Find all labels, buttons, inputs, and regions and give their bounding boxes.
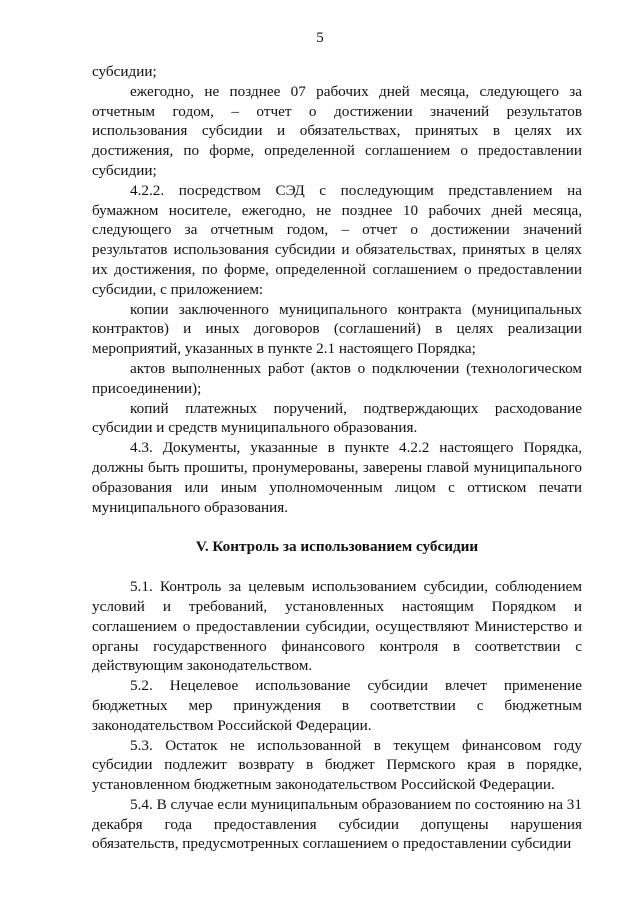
paragraph-5-3: 5.3. Остаток не использованной в текущем финансовом году субсидии подлежит возврату в бюджет Пермского края в порядке, установленном бюджетным законодательством Российской Федерации. (92, 736, 582, 794)
paragraph-4-2-2: 4.2.2. посредством СЭД с последующим представлением на бумажном носителе, ежегодно, не позднее 10 рабочих дней месяца, следующего за отчетным годом, – отчет о достижении значений результатов использования субсидии и обязательствах, принятых в целях их достижения, по форме, определенной соглашением о предоставлении субсидии, с приложением: (92, 181, 582, 298)
page-number: 5 (316, 30, 324, 46)
document-body (92, 62, 582, 854)
paragraph-annual-report: ежегодно, не позднее 07 рабочих дней месяца, следующего за отчетным годом, – отчет о достижении значений результатов использования субсидии и обязательствах, принятых в целях их достижения, по форме, определенной соглашением о предоставлении субсидии; (92, 82, 582, 179)
paragraph-4-3: 4.3. Документы, указанные в пункте 4.2.2 настоящего Порядка, должны быть прошиты, пронумерованы, заверены главой муниципального образования или иным уполномоченным лицом с оттиском печати муниципального образования. (92, 439, 582, 516)
section-heading: V. Контроль за использованием субсидии (195, 538, 479, 556)
paragraph-5-4: 5.4. В случае если муниципальным образованием по состоянию на 31 декабря года предоставления субсидии допущены нарушения обязательств, предусмотренных соглашением о предоставлении субсидии (92, 795, 582, 853)
paragraph-5-2: 5.2. Нецелевое использование субсидии влечет применение бюджетных мер принуждения в соответствии с бюджетным законодательством Российской Федерации. (92, 677, 582, 734)
paragraph-subsidy-end: субсидии; (92, 63, 157, 80)
paragraph-contract-copies: копии заключенного муниципального контракта (муниципальных контрактов) и иных договоров (соглашений) в целях реализации мероприятий, указанных в пункте 2.1 настоящего Порядка; (92, 300, 582, 358)
paragraph-5-1: 5.1. Контроль за целевым использованием субсидии, соблюдением условий и требований, установленных настоящим Порядком и соглашением о предоставлении субсидии, осуществляют Министерство и органы государственного финансового контроля в соответствии с действующим законодательством. (92, 578, 582, 675)
paragraph-payment-orders: копий платежных поручений, подтверждающих расходование субсидии и средств муниципального образования. (92, 399, 582, 437)
paragraph-work-acts: актов выполненных работ (актов о подключении (технологическом присоединении); (92, 359, 582, 397)
